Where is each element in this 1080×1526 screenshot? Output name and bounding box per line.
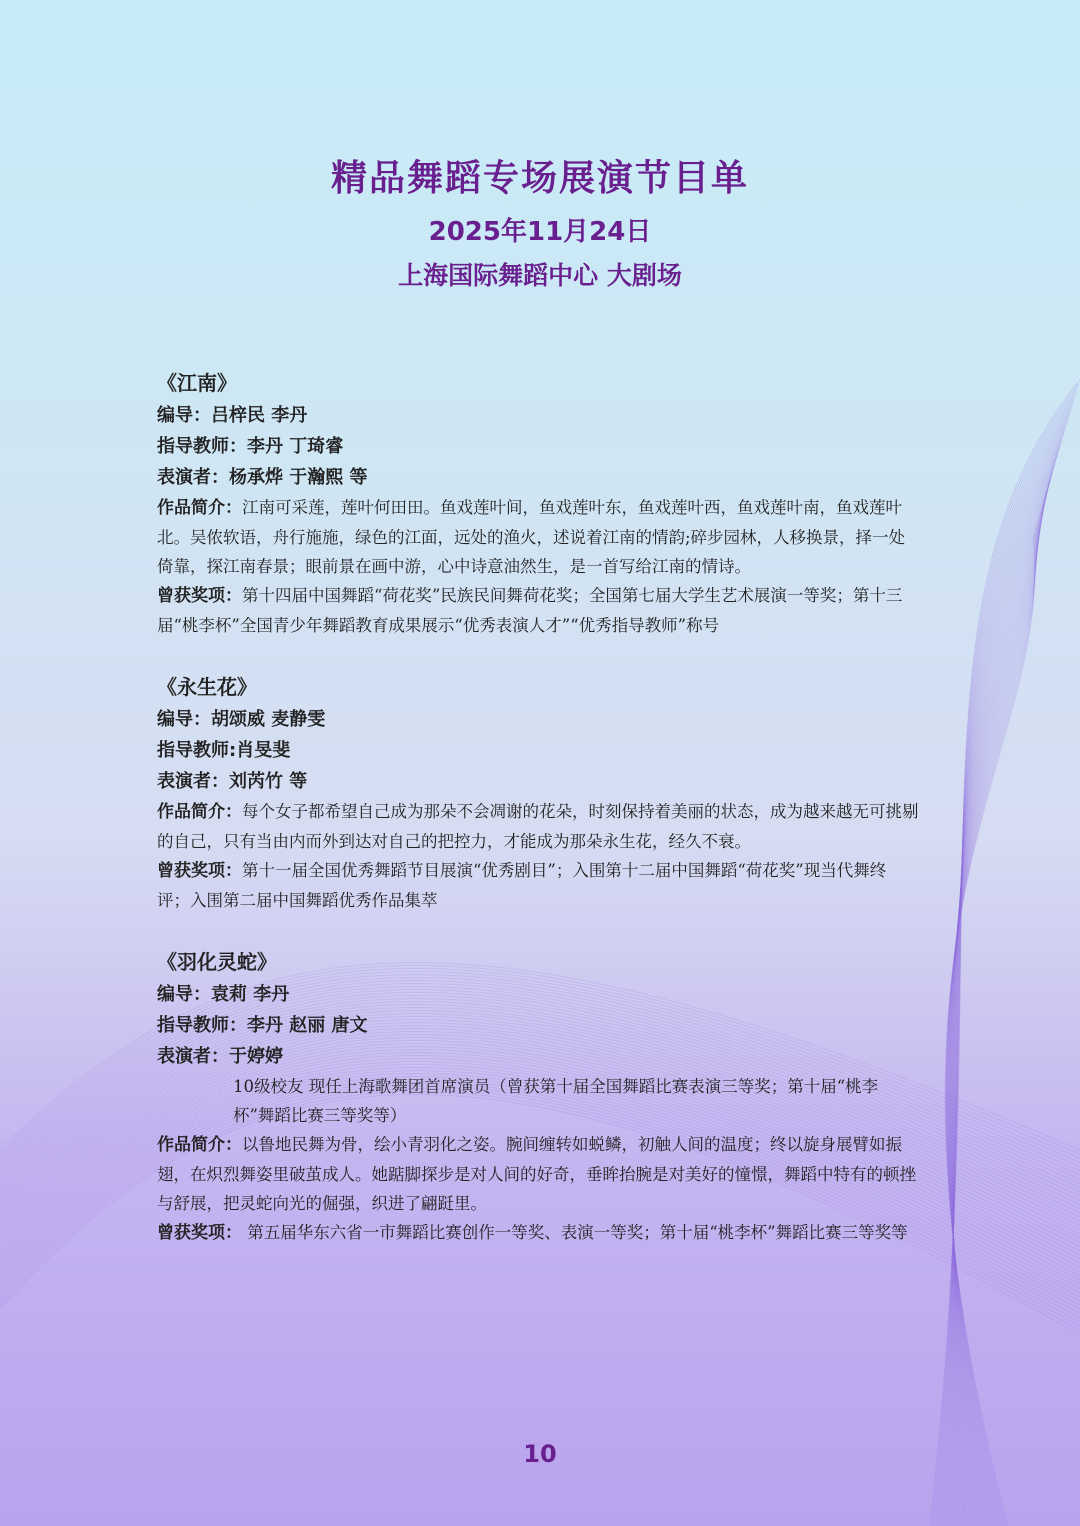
label: 表演者： (157, 467, 229, 488)
label: 指导教师: (157, 740, 237, 761)
value: 第十四届中国舞蹈“荷花奖”民族民间舞荷花奖；全国第七届大学生艺术展演一等奖；第十三届“桃李杯”全国青少年舞蹈教育成果展示“优秀表演人才”“优秀指导教师”称号 (157, 586, 903, 635)
value: 杨承烨 于瀚熙 等 (229, 467, 368, 488)
choreographer (157, 704, 919, 735)
program-item-jiangnan (157, 366, 919, 640)
performer (157, 1041, 919, 1072)
value: 于婷婷 (229, 1046, 283, 1067)
choreographer (157, 400, 919, 431)
label: 编导： (157, 405, 211, 426)
page-header (0, 150, 1080, 292)
value: 每个女子都希望自己成为那朵不会凋谢的花朵，时刻保持着美丽的状态，成为越来越无可挑剔的自己，只有当由内而外到达对自己的把控力，才能成为那朵永生花，经久不衰。 (157, 802, 919, 851)
intro (157, 797, 919, 856)
label: 作品简介： (157, 1135, 242, 1155)
performer (157, 766, 919, 797)
program-item-yuhualingshe (157, 945, 919, 1248)
value: 第五届华东六省一市舞蹈比赛创作一等奖、表演一等奖；第十届“桃李杯”舞蹈比赛三等奖等 (242, 1223, 908, 1242)
label: 曾获奖项： (157, 1223, 242, 1243)
piece-title: 《永生花》 (157, 675, 257, 699)
awards (157, 581, 919, 640)
page-number: 10 (523, 1440, 557, 1468)
label: 作品简介： (157, 498, 242, 518)
label: 表演者： (157, 1046, 229, 1067)
label: 编导： (157, 984, 211, 1005)
program-list (157, 366, 919, 1278)
label: 指导教师： (157, 436, 247, 457)
value: 李丹 赵丽 唐文 (247, 1015, 368, 1036)
page-title: 精品舞蹈专场展演节目单 (330, 158, 749, 199)
value: 胡颂威 麦静雯 (211, 709, 326, 730)
piece-title: 《江南》 (157, 371, 237, 395)
label: 曾获奖项： (157, 861, 242, 881)
value: 第十一届全国优秀舞蹈节目展演“优秀剧目”；入围第十二届中国舞蹈“荷花奖”现当代舞终评；入围第二届中国舞蹈优秀作品集萃 (157, 861, 887, 910)
event-venue: 上海国际舞蹈中心 大剧场 (398, 261, 682, 290)
awards (157, 856, 919, 915)
label: 编导： (157, 709, 211, 730)
choreographer (157, 979, 919, 1010)
value: 吕梓民 李丹 (211, 405, 308, 426)
value: 李丹 丁琦睿 (247, 436, 344, 457)
label: 曾获奖项： (157, 586, 242, 606)
label: 指导教师： (157, 1015, 247, 1036)
program-item-yongshenghua (157, 670, 919, 915)
event-date: 2025年11月24日 (428, 217, 652, 247)
value: 袁莉 李丹 (211, 984, 290, 1005)
value: 江南可采莲，莲叶何田田。鱼戏莲叶间，鱼戏莲叶东，鱼戏莲叶西，鱼戏莲叶南，鱼戏莲叶北。吴侬软语，舟行施施，绿色的江面，远处的渔火，述说着江南的情韵;碎步园林，人移换景，择一处倚靠，探江南春景；眼前景在画中游，心中诗意油然生，是一首写给江南的情诗。 (157, 498, 906, 576)
awards (157, 1218, 919, 1248)
label: 作品简介： (157, 802, 242, 822)
value: 以鲁地民舞为骨，绘小青羽化之姿。腕间缠转如蜕鳞，初触人间的温度；终以旋身展臂如振翅，在炽烈舞姿里破茧成人。她踮脚探步是对人间的好奇，垂眸抬腕是对美好的憧憬，舞蹈中特有的顿挫与舒展，把灵蛇向光的倔强，织进了翩跹里。 (157, 1135, 916, 1213)
intro (157, 493, 919, 581)
label: 表演者： (157, 771, 229, 792)
value: 刘芮竹 等 (229, 771, 308, 792)
intro (157, 1130, 919, 1218)
teacher (157, 431, 919, 462)
piece-title: 《羽化灵蛇》 (157, 950, 277, 974)
performer-note: 10级校友 现任上海歌舞团首席演员（曾获第十届全国舞蹈比赛表演三等奖；第十届“桃李杯”舞蹈比赛三等奖等） (233, 1077, 879, 1125)
value: 肖旻斐 (236, 740, 291, 761)
teacher (157, 1010, 919, 1041)
teacher (157, 735, 919, 766)
performer (157, 462, 919, 493)
